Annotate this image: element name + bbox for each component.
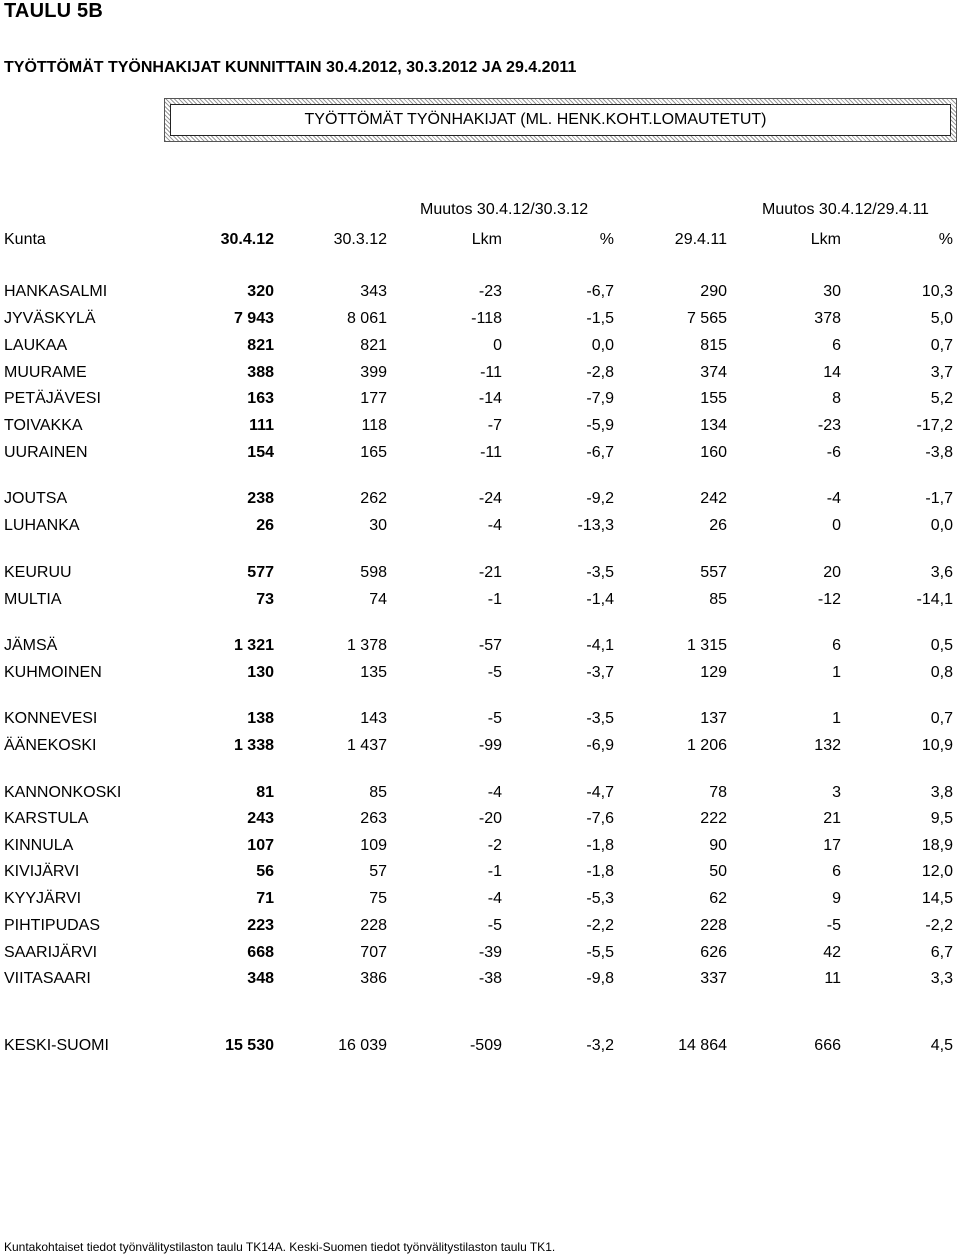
table-cell: 399 bbox=[360, 364, 387, 381]
table-cell: 17 bbox=[823, 837, 841, 854]
table-cell: 598 bbox=[360, 564, 387, 581]
municipality-name: PETÄJÄVESI bbox=[4, 390, 101, 407]
table-cell: -3,5 bbox=[586, 710, 614, 727]
table-cell: 111 bbox=[249, 417, 274, 434]
table-cell: 1 378 bbox=[346, 637, 387, 654]
column-header: 30.4.12 bbox=[220, 231, 274, 248]
table-cell: -2 bbox=[487, 837, 502, 854]
table-cell: 1 206 bbox=[686, 737, 727, 754]
table-cell: 21 bbox=[823, 810, 841, 827]
table-cell: 130 bbox=[247, 664, 274, 681]
municipality-name: KINNULA bbox=[4, 837, 74, 854]
table-cell: -39 bbox=[478, 944, 502, 961]
table-cell: 557 bbox=[700, 564, 727, 581]
table-cell: -7 bbox=[487, 417, 502, 434]
table-cell: 134 bbox=[700, 417, 727, 434]
table-cell: 0,7 bbox=[930, 337, 953, 354]
table-cell: -5,3 bbox=[586, 890, 614, 907]
table-cell: 154 bbox=[247, 444, 274, 461]
column-header: % bbox=[599, 231, 614, 248]
table-cell: 0,7 bbox=[930, 710, 953, 727]
category-box-inner bbox=[170, 104, 951, 136]
table-cell: -14,1 bbox=[916, 591, 953, 608]
table-cell: 668 bbox=[247, 944, 274, 961]
column-header: % bbox=[938, 231, 953, 248]
table-cell: -7,9 bbox=[586, 390, 614, 407]
table-cell: -99 bbox=[478, 737, 502, 754]
column-header: 30.3.12 bbox=[333, 231, 387, 248]
table-cell: -23 bbox=[817, 417, 841, 434]
table-cell: 4,5 bbox=[930, 1037, 953, 1054]
table-cell: -6,7 bbox=[586, 283, 614, 300]
table-cell: 165 bbox=[360, 444, 387, 461]
table-cell: -1 bbox=[487, 591, 502, 608]
municipality-name: TOIVAKKA bbox=[4, 417, 83, 434]
table-cell: 1 315 bbox=[686, 637, 727, 654]
table-subtitle: TYÖTTÖMÄT TYÖNHAKIJAT KUNNITTAIN 30.4.2012, 30.3.2012 JA 29.4.2011 bbox=[4, 59, 577, 76]
table-cell: 160 bbox=[700, 444, 727, 461]
table-cell: -6,7 bbox=[586, 444, 614, 461]
page-title: TAULU 5B bbox=[4, 0, 104, 22]
category-box bbox=[164, 98, 957, 142]
column-header: Kunta bbox=[4, 231, 46, 248]
table-cell: -7,6 bbox=[586, 810, 614, 827]
table-cell: 109 bbox=[360, 837, 387, 854]
column-header: Lkm bbox=[810, 231, 841, 248]
table-cell: 50 bbox=[709, 863, 727, 880]
table-cell: 5,0 bbox=[930, 310, 953, 327]
table-cell: -12 bbox=[817, 591, 841, 608]
table-cell: 0 bbox=[493, 337, 502, 354]
table-cell: 320 bbox=[247, 283, 274, 300]
table-cell: -13,3 bbox=[577, 517, 614, 534]
group-header-change-1: Muutos 30.4.12/30.3.12 bbox=[420, 201, 589, 218]
table-cell: 290 bbox=[700, 283, 727, 300]
table-cell: -20 bbox=[478, 810, 502, 827]
table-cell: 8 bbox=[832, 390, 841, 407]
municipality-name: JÄMSÄ bbox=[4, 637, 58, 654]
municipality-name: KARSTULA bbox=[4, 810, 89, 827]
table-cell: 3 bbox=[832, 784, 841, 801]
table-cell: 707 bbox=[360, 944, 387, 961]
table-cell: 85 bbox=[369, 784, 387, 801]
table-cell: 74 bbox=[369, 591, 387, 608]
table-cell: 12,0 bbox=[921, 863, 953, 880]
table-cell: 263 bbox=[360, 810, 387, 827]
table-cell: 7 943 bbox=[233, 310, 274, 327]
table-cell: -57 bbox=[478, 637, 502, 654]
table-cell: 378 bbox=[814, 310, 841, 327]
municipality-name: LUHANKA bbox=[4, 517, 80, 534]
table-cell: 821 bbox=[247, 337, 274, 354]
table-cell: 626 bbox=[700, 944, 727, 961]
table-cell: 348 bbox=[247, 970, 274, 987]
table-cell: 129 bbox=[700, 664, 727, 681]
municipality-name: LAUKAA bbox=[4, 337, 68, 354]
table-cell: 388 bbox=[247, 364, 274, 381]
municipality-name: JYVÄSKYLÄ bbox=[4, 310, 96, 327]
table-cell: -5,9 bbox=[586, 417, 614, 434]
table-cell: -21 bbox=[478, 564, 502, 581]
municipality-name: KYYJÄRVI bbox=[4, 890, 82, 907]
municipality-name: PIHTIPUDAS bbox=[4, 917, 101, 934]
table-cell: 177 bbox=[360, 390, 387, 407]
table-cell: 6 bbox=[832, 637, 841, 654]
table-cell: 815 bbox=[700, 337, 727, 354]
table-cell: -3,5 bbox=[586, 564, 614, 581]
table-cell: 26 bbox=[709, 517, 727, 534]
table-cell: -38 bbox=[478, 970, 502, 987]
table-cell: -3,8 bbox=[925, 444, 953, 461]
table-cell: 62 bbox=[709, 890, 727, 907]
table-cell: 238 bbox=[247, 490, 274, 507]
municipality-name: KANNONKOSKI bbox=[4, 784, 122, 801]
table-cell: 3,6 bbox=[930, 564, 953, 581]
table-cell: 42 bbox=[823, 944, 841, 961]
table-cell: 57 bbox=[369, 863, 387, 880]
table-cell: 262 bbox=[360, 490, 387, 507]
table-cell: 135 bbox=[360, 664, 387, 681]
table-cell: 0,5 bbox=[930, 637, 953, 654]
table-cell: -5 bbox=[487, 710, 502, 727]
municipality-name: KUHMOINEN bbox=[4, 664, 102, 681]
table-cell: -1,4 bbox=[586, 591, 614, 608]
municipality-name: KIVIJÄRVI bbox=[4, 863, 80, 880]
table-cell: -11 bbox=[480, 364, 502, 381]
table-cell: 3,3 bbox=[930, 970, 953, 987]
municipality-name: MULTIA bbox=[4, 591, 62, 608]
table-cell: 0,0 bbox=[591, 337, 614, 354]
municipality-name: JOUTSA bbox=[4, 490, 68, 507]
table-cell: 14 bbox=[823, 364, 841, 381]
table-cell: 78 bbox=[709, 784, 727, 801]
table-cell: 75 bbox=[369, 890, 387, 907]
table-cell: 1 bbox=[832, 710, 841, 727]
table-cell: 73 bbox=[256, 591, 274, 608]
table-cell: -1,7 bbox=[925, 490, 953, 507]
table-cell: 821 bbox=[360, 337, 387, 354]
municipality-name: KEURUU bbox=[4, 564, 72, 581]
table-cell: -5 bbox=[826, 917, 841, 934]
table-cell: 243 bbox=[247, 810, 274, 827]
table-cell: 30 bbox=[823, 283, 841, 300]
table-cell: -14 bbox=[478, 390, 502, 407]
municipality-name: KESKI-SUOMI bbox=[4, 1037, 109, 1054]
table-cell: 5,2 bbox=[930, 390, 953, 407]
table-cell: -5 bbox=[487, 664, 502, 681]
table-cell: -4 bbox=[826, 490, 841, 507]
municipality-name: ÄÄNEKOSKI bbox=[4, 737, 97, 754]
table-cell: 155 bbox=[700, 390, 727, 407]
table-cell: 30 bbox=[369, 517, 387, 534]
table-cell: 222 bbox=[700, 810, 727, 827]
table-cell: 10,3 bbox=[921, 283, 953, 300]
table-cell: 118 bbox=[361, 417, 387, 434]
table-cell: -3,7 bbox=[586, 664, 614, 681]
table-cell: 26 bbox=[256, 517, 274, 534]
table-cell: 9,5 bbox=[930, 810, 953, 827]
table-cell: 11 bbox=[824, 970, 841, 987]
table-cell: 242 bbox=[700, 490, 727, 507]
table-cell: -2,2 bbox=[925, 917, 953, 934]
table-cell: -118 bbox=[471, 310, 502, 327]
table-cell: 1 321 bbox=[233, 637, 274, 654]
table-cell: 223 bbox=[247, 917, 274, 934]
table-cell: 138 bbox=[247, 710, 274, 727]
table-cell: -24 bbox=[478, 490, 502, 507]
table-cell: 81 bbox=[256, 784, 274, 801]
table-cell: 16 039 bbox=[338, 1037, 387, 1054]
table-cell: 0 bbox=[832, 517, 841, 534]
table-cell: 3,8 bbox=[930, 784, 953, 801]
table-cell: 0,0 bbox=[930, 517, 953, 534]
footer-note: Kuntakohtaiset tiedot työnvälitystilaston taulu TK14A. Keski-Suomen tiedot työnvälitystilaston taulu TK1. bbox=[4, 1240, 556, 1254]
municipality-name: HANKASALMI bbox=[4, 283, 108, 300]
table-cell: 137 bbox=[700, 710, 727, 727]
table-cell: 1 bbox=[832, 664, 841, 681]
table-cell: 7 565 bbox=[686, 310, 727, 327]
table-cell: 85 bbox=[709, 591, 727, 608]
municipality-name: SAARIJÄRVI bbox=[4, 944, 98, 961]
municipality-name: UURAINEN bbox=[4, 444, 88, 461]
table-cell: -23 bbox=[478, 283, 502, 300]
category-label: TYÖTTÖMÄT TYÖNHAKIJAT (ML. HENK.KOHT.LOMAUTETUT) bbox=[304, 111, 767, 128]
column-header: Lkm bbox=[471, 231, 502, 248]
group-header-change-2: Muutos 30.4.12/29.4.11 bbox=[762, 201, 929, 218]
table-cell: 15 530 bbox=[225, 1037, 274, 1054]
table-cell: 666 bbox=[814, 1037, 841, 1054]
table-cell: -11 bbox=[480, 444, 502, 461]
table-cell: 1 437 bbox=[346, 737, 387, 754]
table-cell: -4 bbox=[487, 784, 502, 801]
table-cell: -509 bbox=[469, 1037, 502, 1054]
table-cell: 337 bbox=[700, 970, 727, 987]
table-cell: -9,8 bbox=[586, 970, 614, 987]
municipality-name: KONNEVESI bbox=[4, 710, 98, 727]
table-cell: 14,5 bbox=[921, 890, 953, 907]
table-cell: -1 bbox=[487, 863, 502, 880]
table-cell: 228 bbox=[360, 917, 387, 934]
table-cell: 343 bbox=[360, 283, 387, 300]
table-cell: 143 bbox=[360, 710, 387, 727]
table-cell: 386 bbox=[360, 970, 387, 987]
table-cell: 6 bbox=[832, 337, 841, 354]
table-cell: 9 bbox=[832, 890, 841, 907]
table-cell: 1 338 bbox=[233, 737, 274, 754]
table-cell: 14 864 bbox=[678, 1037, 727, 1054]
table-cell: -4,1 bbox=[586, 637, 614, 654]
table-cell: 90 bbox=[709, 837, 727, 854]
table-cell: 577 bbox=[247, 564, 274, 581]
table-cell: -3,2 bbox=[586, 1037, 614, 1054]
table-cell: 10,9 bbox=[921, 737, 953, 754]
table-cell: -1,5 bbox=[586, 310, 614, 327]
table-cell: 6,7 bbox=[930, 944, 953, 961]
table-cell: -9,2 bbox=[586, 490, 614, 507]
table-cell: 132 bbox=[814, 737, 841, 754]
table-cell: 71 bbox=[256, 890, 274, 907]
table-cell: -4 bbox=[487, 517, 502, 534]
table-cell: -2,8 bbox=[586, 364, 614, 381]
table-cell: 3,7 bbox=[930, 364, 953, 381]
table-cell: -17,2 bbox=[916, 417, 953, 434]
table-cell: -1,8 bbox=[586, 863, 614, 880]
table-cell: 20 bbox=[823, 564, 841, 581]
table-cell: -2,2 bbox=[586, 917, 614, 934]
table-cell: 8 061 bbox=[346, 310, 387, 327]
table-cell: 228 bbox=[700, 917, 727, 934]
municipality-name: MUURAME bbox=[4, 364, 87, 381]
table-cell: -4,7 bbox=[586, 784, 614, 801]
table-cell: 107 bbox=[247, 837, 274, 854]
table-cell: 0,8 bbox=[930, 664, 953, 681]
column-header: 29.4.11 bbox=[674, 231, 727, 248]
table-cell: 18,9 bbox=[921, 837, 953, 854]
table-cell: -4 bbox=[487, 890, 502, 907]
table-cell: -6,9 bbox=[586, 737, 614, 754]
table-cell: -5 bbox=[487, 917, 502, 934]
municipality-name: VIITASAARI bbox=[4, 970, 91, 987]
table-cell: -6 bbox=[826, 444, 841, 461]
table-cell: 56 bbox=[256, 863, 274, 880]
table-cell: 374 bbox=[700, 364, 727, 381]
table-cell: 163 bbox=[247, 390, 274, 407]
table-cell: -5,5 bbox=[586, 944, 614, 961]
table-cell: -1,8 bbox=[586, 837, 614, 854]
table-cell: 6 bbox=[832, 863, 841, 880]
